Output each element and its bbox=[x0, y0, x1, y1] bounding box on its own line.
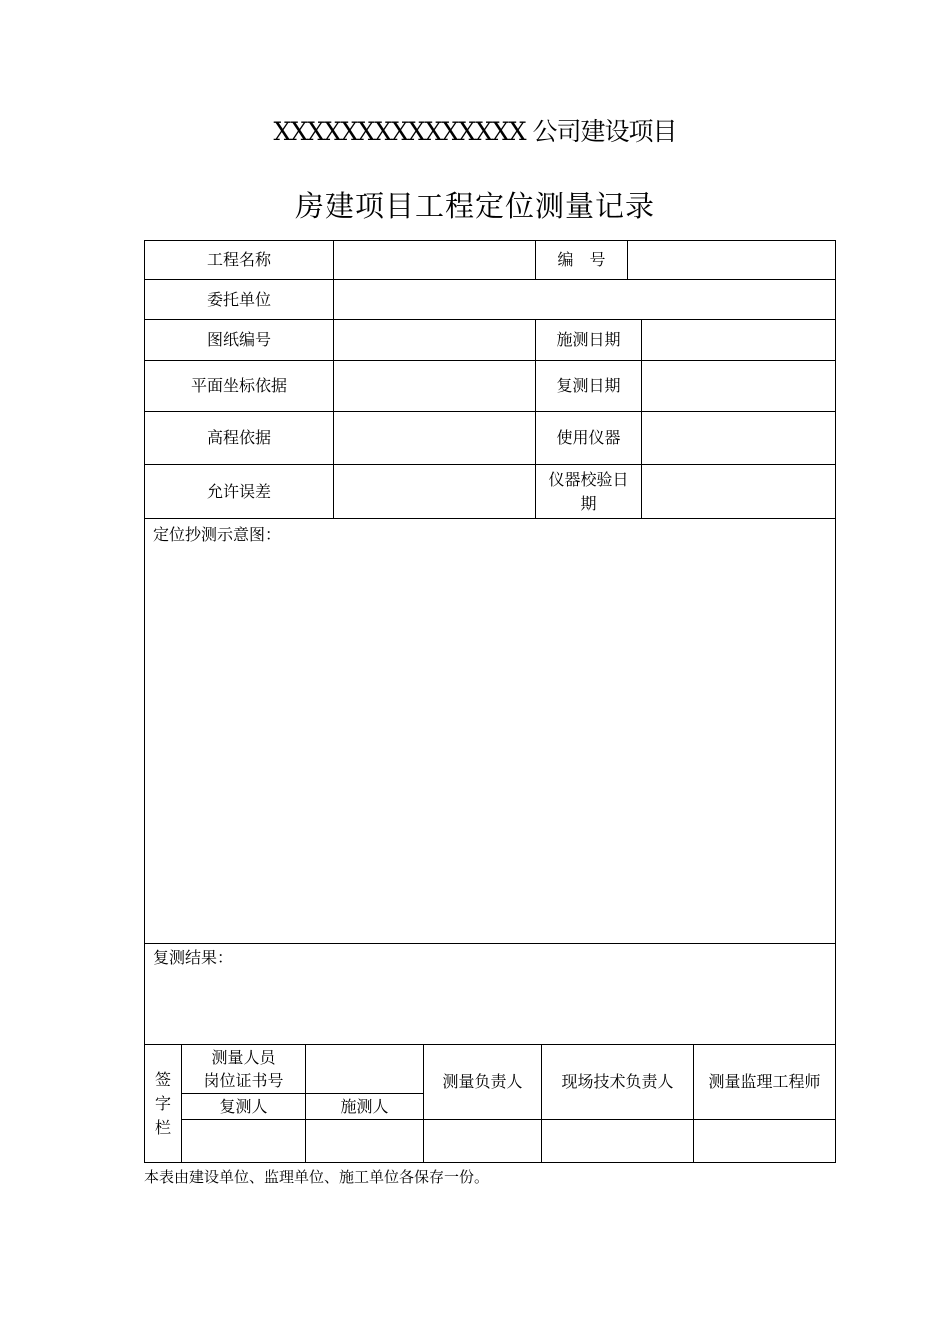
form-title: 房建项目工程定位测量记录 bbox=[294, 189, 655, 223]
number-field[interactable] bbox=[627, 240, 836, 280]
plane-coord-label: 平面坐标依据 bbox=[144, 360, 334, 412]
instrument-label: 使用仪器 bbox=[535, 411, 642, 465]
resurvey-date-label: 复测日期 bbox=[535, 360, 642, 412]
drawing-no-field[interactable] bbox=[333, 319, 536, 361]
calibration-date-label: 仪器校验日 期 bbox=[535, 464, 642, 519]
surveyor-cert-field[interactable] bbox=[305, 1044, 424, 1094]
plane-coord-field[interactable] bbox=[333, 360, 536, 412]
surveyor-cert-label: 测量人员 岗位证书号 bbox=[181, 1044, 306, 1094]
rechecker-signature[interactable] bbox=[181, 1119, 306, 1163]
signature-section-label: 签 字 栏 bbox=[144, 1044, 182, 1163]
footer-note: 本表由建设单位、监理单位、施工单位各保存一份。 bbox=[144, 1168, 490, 1186]
resurvey-result-label: 复测结果： bbox=[153, 948, 234, 967]
elevation-field[interactable] bbox=[333, 411, 536, 465]
calibration-date-field[interactable] bbox=[641, 464, 836, 519]
drawing-no-label: 图纸编号 bbox=[144, 319, 334, 361]
survey-date-label: 施测日期 bbox=[535, 319, 642, 361]
instrument-field[interactable] bbox=[641, 411, 836, 465]
resurvey-result-area[interactable] bbox=[144, 943, 836, 1045]
survey-date-field[interactable] bbox=[641, 319, 836, 361]
site-tech-lead-label: 现场技术负责人 bbox=[541, 1044, 694, 1120]
client-field[interactable] bbox=[333, 279, 836, 320]
supervision-engineer-label: 测量监理工程师 bbox=[693, 1044, 836, 1120]
project-name-label: 工程名称 bbox=[144, 240, 334, 280]
performer-label: 施测人 bbox=[305, 1093, 424, 1120]
resurvey-date-field[interactable] bbox=[641, 360, 836, 412]
sketch-area[interactable] bbox=[144, 518, 836, 944]
project-name-field[interactable] bbox=[333, 240, 536, 280]
sketch-label: 定位抄测示意图： bbox=[153, 525, 282, 544]
supervision-engineer-signature[interactable] bbox=[693, 1119, 836, 1163]
survey-lead-label: 测量负责人 bbox=[423, 1044, 542, 1120]
site-tech-lead-signature[interactable] bbox=[541, 1119, 694, 1163]
tolerance-field[interactable] bbox=[333, 464, 536, 519]
elevation-label: 高程依据 bbox=[144, 411, 334, 465]
client-label: 委托单位 bbox=[144, 279, 334, 320]
tolerance-label: 允许误差 bbox=[144, 464, 334, 519]
rechecker-label: 复测人 bbox=[181, 1093, 306, 1120]
number-label: 编 号 bbox=[535, 240, 628, 280]
company-title: XXXXXXXXXXXXXXX 公司建设项目 bbox=[273, 117, 677, 146]
performer-signature[interactable] bbox=[305, 1119, 424, 1163]
survey-lead-signature[interactable] bbox=[423, 1119, 542, 1163]
